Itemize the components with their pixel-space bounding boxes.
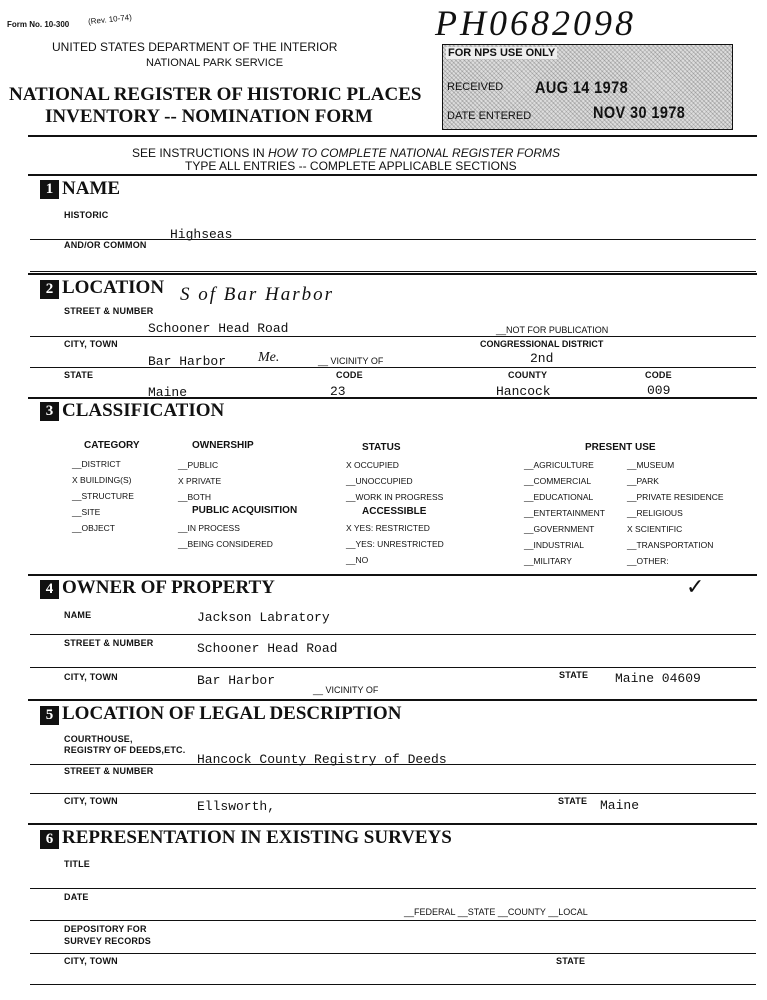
present-use-option[interactable]: __EDUCATIONAL	[524, 492, 594, 502]
registry-label: REGISTRY OF DEEDS,ETC.	[64, 745, 186, 755]
present-use-option[interactable]: X SCIENTIFIC	[627, 524, 683, 534]
city-label: CITY, TOWN	[64, 339, 118, 349]
owner-city-value: Bar Harbor	[197, 673, 276, 688]
owner-vicinity: __ VICINITY OF	[313, 685, 379, 695]
county-value: Hancock	[496, 384, 551, 399]
nps-use-box	[442, 44, 733, 130]
status-heading: STATUS	[362, 442, 401, 453]
section-1-title: NAME	[62, 178, 121, 199]
street-value: Schooner Head Road	[148, 321, 289, 336]
s6-city-label: CITY, TOWN	[64, 956, 118, 966]
service: NATIONAL PARK SERVICE	[146, 57, 284, 69]
form-title-line2: INVENTORY -- NOMINATION FORM	[45, 106, 373, 127]
s6-state-label: STATE	[556, 956, 586, 966]
section-3-number: 3	[40, 402, 59, 421]
owner-name-label: NAME	[64, 610, 92, 620]
section-5-number: 5	[40, 706, 59, 725]
category-option[interactable]: __SITE	[72, 507, 101, 517]
section-6-number: 6	[40, 830, 59, 849]
received-date: AUG 14 1978	[535, 78, 629, 97]
street-label: STREET & NUMBER	[64, 306, 154, 316]
city-handwritten: Me.	[258, 350, 280, 365]
owner-name-value: Jackson Labratory	[197, 610, 330, 625]
nps-label: FOR NPS USE ONLY	[448, 47, 556, 59]
category-option[interactable]: X BUILDING(S)	[72, 475, 132, 485]
cong-district-value: 2nd	[530, 351, 554, 366]
section-2-title: LOCATION	[62, 277, 165, 298]
s5-city-label: CITY, TOWN	[64, 796, 118, 806]
accessible-option[interactable]: __NO	[346, 555, 369, 565]
survey-title-label: TITLE	[64, 859, 90, 869]
historic-value: Highseas	[170, 227, 233, 242]
received-label: RECEIVED	[447, 81, 504, 93]
present-use-option[interactable]: __MILITARY	[524, 556, 572, 566]
owner-city-label: CITY, TOWN	[64, 672, 118, 682]
section-5-title: LOCATION OF LEGAL DESCRIPTION	[62, 703, 402, 724]
status-option[interactable]: __WORK IN PROGRESS	[346, 492, 444, 502]
county-label: COUNTY	[508, 370, 548, 380]
code-label: CODE	[336, 370, 363, 380]
present-use-option[interactable]: __OTHER:	[627, 556, 669, 566]
owner-state-label: STATE	[559, 670, 589, 680]
section-3-title: CLASSIFICATION	[62, 400, 225, 421]
acquisition-option[interactable]: __IN PROCESS	[178, 523, 240, 533]
accessible-option[interactable]: __YES: UNRESTRICTED	[346, 539, 444, 549]
acquisition-option[interactable]: __BEING CONSIDERED	[178, 539, 273, 549]
department: UNITED STATES DEPARTMENT OF THE INTERIOR	[52, 40, 338, 54]
code-value: 23	[330, 384, 346, 399]
instructions-line1: SEE INSTRUCTIONS IN HOW TO COMPLETE NATIONAL REGISTER FORMS	[132, 146, 561, 160]
courthouse-value: Hancock County Registry of Deeds	[197, 752, 447, 767]
courthouse-label: COURTHOUSE,	[64, 734, 133, 744]
entered-date: NOV 30 1978	[593, 103, 686, 122]
present-use-option[interactable]: __AGRICULTURE	[524, 460, 594, 470]
ownership-option[interactable]: __PUBLIC	[178, 460, 219, 470]
accessible-heading: ACCESSIBLE	[362, 506, 427, 517]
header-rule	[28, 135, 757, 137]
present-use-option[interactable]: __RELIGIOUS	[627, 508, 683, 518]
owner-street-label: STREET & NUMBER	[64, 638, 154, 648]
checkmark: ✓	[686, 574, 705, 599]
entered-label: DATE ENTERED	[447, 110, 532, 122]
acquisition-heading: PUBLIC ACQUISITION	[192, 505, 298, 516]
county-code-label: CODE	[645, 370, 672, 380]
s5-state-value: Maine	[600, 798, 640, 813]
handwritten-id: PH0682098	[435, 3, 636, 43]
survey-records-label: SURVEY RECORDS	[64, 936, 151, 946]
present-use-option[interactable]: __ENTERTAINMENT	[524, 508, 605, 518]
vicinity-of: __ VICINITY OF	[318, 356, 384, 366]
survey-date-label: DATE	[64, 892, 89, 902]
owner-state-value: Maine 04609	[615, 671, 701, 686]
present-use-option[interactable]: __INDUSTRIAL	[524, 540, 584, 550]
status-option[interactable]: X OCCUPIED	[346, 460, 399, 470]
form-title-line1: NATIONAL REGISTER OF HISTORIC PLACES	[9, 84, 422, 105]
accessible-option[interactable]: X YES: RESTRICTED	[346, 523, 430, 533]
present-use-option[interactable]: __MUSEUM	[627, 460, 675, 470]
category-option[interactable]: __DISTRICT	[72, 459, 121, 469]
survey-levels: __FEDERAL __STATE __COUNTY __LOCAL	[404, 907, 588, 917]
present-use-option[interactable]: __COMMERCIAL	[524, 476, 592, 486]
ownership-heading: OWNERSHIP	[192, 440, 254, 451]
handwritten-note: S of Bar Harbor	[180, 284, 335, 305]
county-code-value: 009	[647, 383, 671, 398]
s5-street-label: STREET & NUMBER	[64, 766, 154, 776]
cong-district-label: CONGRESSIONAL DISTRICT	[480, 339, 604, 349]
section-4-number: 4	[40, 580, 59, 599]
revision: (Rev. 10-74)	[87, 12, 133, 27]
section-6-title: REPRESENTATION IN EXISTING SURVEYS	[62, 827, 452, 848]
section-2-number: 2	[40, 280, 59, 299]
state-label: STATE	[64, 370, 94, 380]
instructions-line2: TYPE ALL ENTRIES -- COMPLETE APPLICABLE SECTIONS	[185, 159, 517, 173]
depository-label: DEPOSITORY FOR	[64, 924, 147, 934]
s5-city-value: Ellsworth,	[197, 799, 276, 814]
category-heading: CATEGORY	[84, 440, 140, 451]
instructions-rule	[28, 174, 757, 176]
state-value: Maine	[148, 385, 188, 400]
present-use-heading: PRESENT USE	[585, 442, 656, 453]
owner-street-value: Schooner Head Road	[197, 641, 338, 656]
city-value: Bar Harbor	[148, 354, 227, 369]
category-option[interactable]: __STRUCTURE	[72, 491, 134, 501]
status-option[interactable]: __UNOCCUPIED	[346, 476, 413, 486]
form-number: Form No. 10-300	[7, 20, 70, 29]
not-for-publication: __NOT FOR PUBLICATION	[496, 325, 609, 335]
section-1-number: 1	[40, 180, 59, 199]
category-option[interactable]: __OBJECT	[72, 523, 115, 533]
present-use-option[interactable]: __PARK	[627, 476, 659, 486]
present-use-option[interactable]: __GOVERNMENT	[524, 524, 595, 534]
present-use-option[interactable]: __PRIVATE RESIDENCE	[627, 492, 724, 502]
ownership-option[interactable]: __BOTH	[178, 492, 212, 502]
s5-state-label: STATE	[558, 796, 588, 806]
present-use-option[interactable]: __TRANSPORTATION	[627, 540, 714, 550]
section-4-title: OWNER OF PROPERTY	[62, 577, 275, 598]
common-label: AND/OR COMMON	[64, 240, 147, 250]
historic-label: HISTORIC	[64, 210, 109, 220]
ownership-option[interactable]: X PRIVATE	[178, 476, 222, 486]
